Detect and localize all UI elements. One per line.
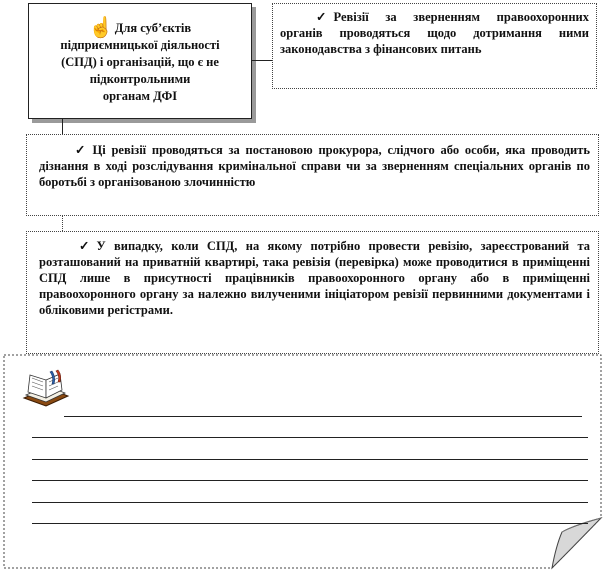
- revision-legal-text: Ревізії за зверненням правоохоронних органів проводяться щодо дотримання ними законодавства з фінансових питань: [280, 10, 589, 56]
- book-icon: [18, 368, 74, 412]
- writing-line: [32, 523, 588, 524]
- checkmark-icon: ✓: [79, 239, 90, 253]
- writing-line: [32, 459, 588, 460]
- revision-prosecutor-text: Ці ревізії проводяться за постановою прокурора, слідчого або особи, яка проводить дізнання в ході розслідування кримінальної справи чи за зверненням спеціальних органів по боротьбі з організованою злочинністю: [39, 143, 590, 189]
- title-line-2: підприємницької діяльності: [60, 38, 220, 52]
- title-line-5: органам ДФІ: [102, 89, 178, 103]
- pointing-hand-icon: ☝: [88, 17, 114, 39]
- checkmark-icon: ✓: [316, 10, 327, 24]
- writing-line: [32, 437, 588, 438]
- checkmark-icon: ✓: [75, 143, 86, 157]
- private-apartment-text: У випадку, коли СПД, на якому потрібно провести ревізію, зареєстрований та розташований на приватній квартирі, така ревізія (перевірка) може проводитися в приміщенні СПД лише в присутності працівників правоохоронного органу або в приміщенні правоохоронного органу за належно вилученими ініціатором ревізії первинними документами і обліковими регістрами.: [39, 239, 590, 317]
- writing-line: [64, 416, 582, 417]
- title-line-4: підконтрольними: [89, 72, 191, 86]
- writing-line: [32, 502, 588, 503]
- writing-line: [32, 480, 588, 481]
- title-line-3: (СПД) і організацій, що є не: [61, 55, 219, 69]
- title-line-1: Для суб’єктів: [114, 21, 192, 35]
